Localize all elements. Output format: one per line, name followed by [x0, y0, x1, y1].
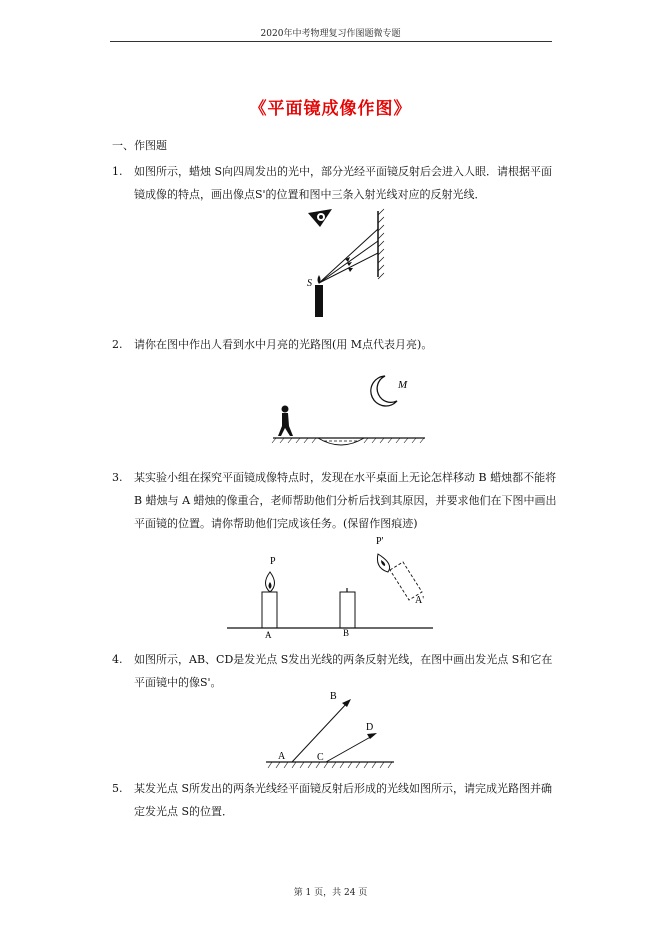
question-number: 3.	[112, 471, 123, 484]
page-header: 2020年中考物理复习作图题微专题	[260, 29, 401, 39]
moon-icon	[371, 376, 397, 406]
figure-candles-table	[225, 532, 437, 644]
arrowhead-ab	[342, 699, 351, 707]
question-text: 如图所示，蜡烛 S向四周发出的光中，部分光经平面镜反射后会进入人眼．请根据平面镜成像的特点，画出像点S'的位置和图中三条入射光线对应的反射光线．	[134, 165, 553, 201]
question-5	[112, 777, 560, 823]
question-1	[112, 160, 560, 206]
candle-b-icon	[340, 588, 355, 628]
ray-cd	[326, 735, 374, 762]
question-number: 4.	[112, 653, 123, 666]
question-2	[112, 333, 560, 356]
plane-mirror	[378, 209, 384, 279]
label-d: D	[366, 722, 374, 733]
eye-icon	[308, 209, 332, 227]
page-title: 《平面镜成像作图》	[249, 99, 412, 119]
label-b: B	[343, 628, 350, 638]
section-heading: 一、作图题	[112, 139, 167, 152]
question-text: 请你在图中作出人看到水中月亮的光路图(用 M点代表月亮)。	[134, 338, 433, 351]
question-number: 2.	[112, 338, 123, 351]
figure-moon-water	[268, 368, 428, 446]
label-p-prime: P'	[376, 536, 384, 547]
label-a-prime: A'	[415, 595, 425, 606]
page-footer: 第 1 页，共 24 页	[293, 888, 368, 898]
label-c: C	[317, 752, 324, 763]
figure-candle-mirror	[290, 205, 390, 320]
question-number: 1.	[112, 165, 123, 178]
question-text: 某发光点 S所发出的两条光线经平面镜反射后形成的光线如图所示，请完成光路图并确定发光点 S的位置．	[134, 782, 553, 818]
question-3	[112, 466, 560, 535]
question-number: 5.	[112, 782, 123, 795]
mirror-hatching	[268, 762, 392, 768]
ground-hatching	[272, 438, 424, 443]
incident-rays	[319, 229, 378, 283]
candle-image-icon	[377, 554, 422, 600]
label-b: B	[330, 691, 337, 702]
point-s-label: S	[307, 278, 312, 289]
moon-label: M	[398, 379, 408, 391]
header-rule	[110, 41, 552, 42]
figure-reflected-rays	[262, 688, 402, 774]
question-text: 某实验小组在探究平面镜成像特点时，发现在水平桌面上无论怎样移动 B 蜡烛都不能将 B 蜡烛与 A 蜡烛的像重合，老师帮助他们分析后找到其原因，并要求他们在下图中画出平面镜的位置。请你帮助他们完成该任务。(保留作图痕迹)	[134, 471, 557, 530]
water-pool	[318, 438, 364, 445]
label-a: A	[278, 751, 286, 762]
question-text: 如图所示，AB、CD是发光点 S发出光线的两条反射光线，在图中画出发光点 S和它在平面镜中的像S'。	[134, 653, 553, 689]
candle-a-icon	[262, 572, 277, 628]
label-p: P	[270, 556, 276, 567]
label-a: A	[265, 630, 272, 640]
person-icon	[278, 406, 293, 437]
